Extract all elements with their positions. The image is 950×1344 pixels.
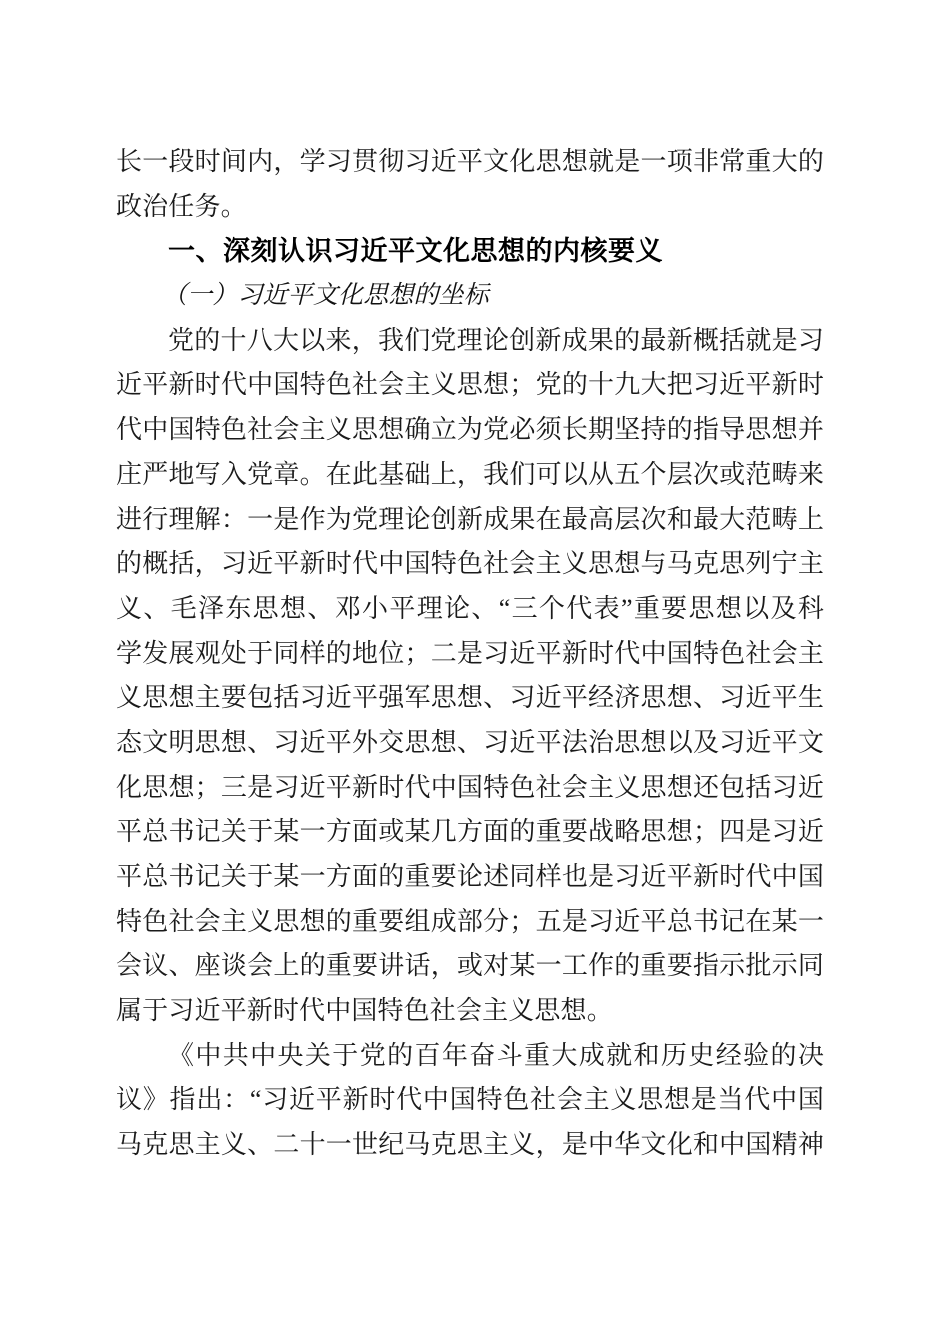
subsection-heading: （一）习近平文化思想的坐标 (162, 282, 489, 310)
paragraph-line: 态文明思想、习近平外交思想、习近平法治思想以及习近平文 (116, 727, 824, 757)
paragraph-line: 义思想主要包括习近平强军思想、习近平经济思想、习近平生 (116, 683, 824, 713)
section-heading: 一、深刻认识习近平文化思想的内核要义 (168, 236, 663, 267)
paragraph-line: 长一段时间内，学习贯彻习近平文化思想就是一项非常重大的 (116, 147, 824, 176)
paragraph-line: 代中国特色社会主义思想确立为党必须长期坚持的指导思想并 (116, 415, 824, 445)
paragraph-line: 近平新时代中国特色社会主义思想；党的十九大把习近平新时 (116, 370, 824, 400)
paragraph-line: 的概括，习近平新时代中国特色社会主义思想与马克思列宁主 (116, 549, 824, 579)
paragraph-line: 马克思主义、二十一世纪马克思主义，是中华文化和中国精神 (116, 1130, 824, 1160)
paragraph-line: 进行理解：一是作为党理论创新成果在最高层次和最大范畴上 (116, 504, 824, 534)
paragraph-line: 平总书记关于某一方面或某几方面的重要战略思想；四是习近 (116, 817, 824, 847)
document-text-block (116, 140, 824, 1168)
paragraph-line: 学发展观处于同样的地位；二是习近平新时代中国特色社会主 (116, 638, 824, 668)
paragraph-line: 义、毛泽东思想、邓小平理论、“三个代表”重要思想以及科 (116, 593, 824, 623)
paragraph-line: 属于习近平新时代中国特色社会主义思想。 (116, 996, 613, 1026)
paragraph-line: 庄严地写入党章。在此基础上，我们可以从五个层次或范畴来 (116, 459, 824, 489)
paragraph-line: 化思想；三是习近平新时代中国特色社会主义思想还包括习近 (116, 772, 824, 802)
paragraph-line: 会议、座谈会上的重要讲话，或对某一工作的重要指示批示同 (116, 951, 824, 981)
paragraph-line: 《中共中央关于党的百年奋斗重大成就和历史经验的决 (168, 1040, 824, 1070)
paragraph-line: 议》指出：“习近平新时代中国特色社会主义思想是当代中国 (116, 1085, 824, 1115)
paragraph-line: 政治任务。 (116, 191, 247, 221)
paragraph-line: 特色社会主义思想的重要组成部分；五是习近平总书记在某一 (116, 906, 824, 936)
paragraph-line: 平总书记关于某一方面的重要论述同样也是习近平新时代中国 (116, 862, 824, 891)
paragraph-line: 党的十八大以来，我们党理论创新成果的最新概括就是习 (168, 325, 824, 355)
